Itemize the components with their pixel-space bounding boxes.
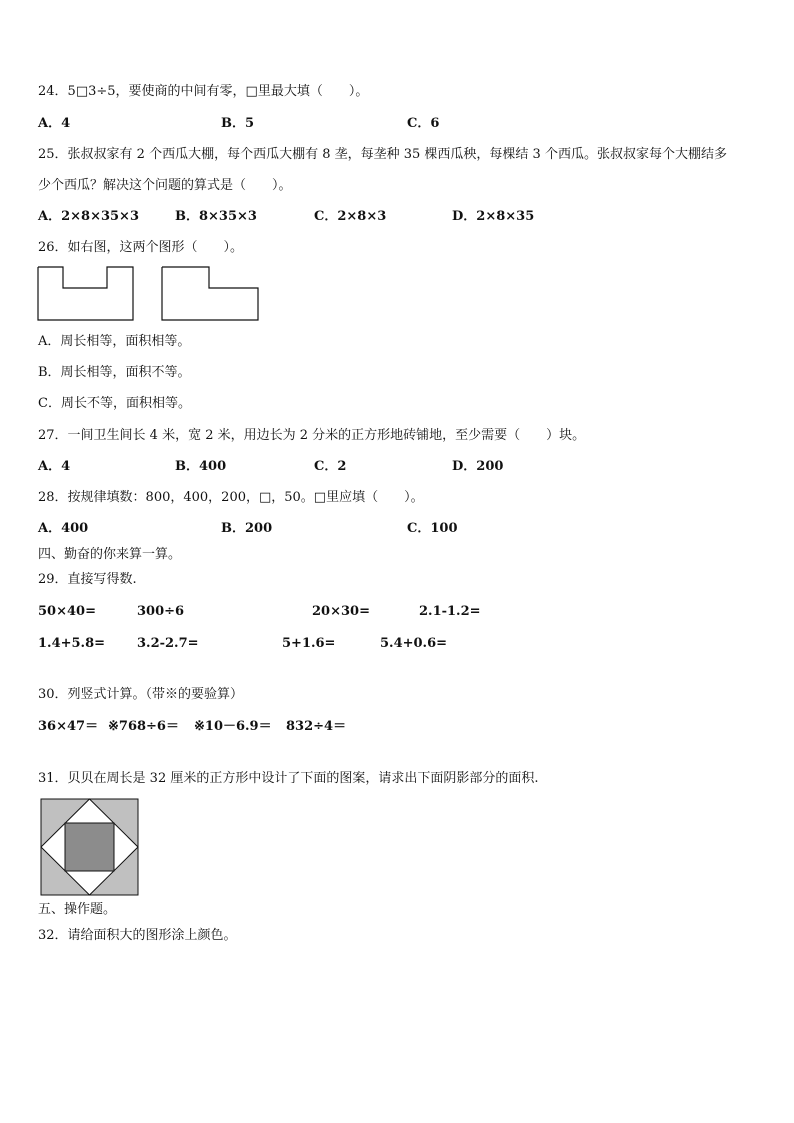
q29-item: 20×30= (312, 604, 370, 619)
q24-stem: 24．5□3÷5，要使商的中间有零，□里最大填（ ）。 (38, 84, 369, 99)
q27-option-d[interactable]: D．200 (452, 459, 504, 474)
q29-item: 3.2-2.7= (137, 636, 199, 651)
q29-item: 300÷6 (137, 604, 185, 619)
q29-item: 50×40= (38, 604, 96, 619)
q26-stem: 26．如右图，这两个图形（ ）。 (38, 240, 244, 255)
q27-option-a[interactable]: A．4 (38, 459, 71, 474)
q27-option-b[interactable]: B．400 (175, 459, 227, 474)
q26-option-b[interactable]: B．周长相等，面积不等。 (38, 365, 191, 380)
q25-stem-line1: 25．张叔叔家有 2 个西瓜大棚，每个西瓜大棚有 8 垄，每垄种 35 棵西瓜秧，每棵结 3 个西瓜。张叔叔家每个大棚结多 (38, 147, 727, 162)
q30-item: ※10－6.9＝ (194, 719, 272, 734)
q29-item: 5.4+0.6= (380, 636, 448, 651)
q29-item: 1.4+5.8= (38, 636, 106, 651)
q25-option-d[interactable]: D．2×8×35 (452, 209, 535, 224)
q29-item: 5+1.6= (282, 636, 336, 651)
q26-shape-right (162, 267, 258, 320)
q27-option-c[interactable]: C．2 (314, 459, 347, 474)
q28-option-b[interactable]: B．200 (221, 521, 273, 536)
section-5-heading: 五、操作题。 (38, 902, 117, 917)
q30-item: 36×47＝ (38, 719, 99, 734)
q26-shape-left (38, 267, 133, 320)
q24-option-c[interactable]: C．6 (407, 116, 440, 131)
q27-stem: 27．一间卫生间长 4 米，宽 2 米，用边长为 2 分米的正方形地砖铺地，至少需要（ ）块。 (38, 428, 586, 443)
q31-stem: 31．贝贝在周长是 32 厘米的正方形中设计了下面的图案，请求出下面阴影部分的面积. (38, 771, 539, 786)
q25-option-c[interactable]: C．2×8×3 (314, 209, 387, 224)
section-4-heading: 四、勤奋的你来算一算。 (38, 547, 182, 562)
q26-option-a[interactable]: A．周长相等，面积相等。 (38, 334, 191, 349)
q31-figure (40, 798, 140, 897)
q30-item: 832÷4＝ (286, 719, 347, 734)
q32-stem: 32．请给面积大的图形涂上颜色。 (38, 928, 237, 943)
q30-item: ※768÷6＝ (108, 719, 179, 734)
q26-option-c[interactable]: C．周长不等，面积相等。 (38, 396, 191, 411)
q25-stem-line2: 少个西瓜？解决这个问题的算式是（ ）。 (38, 178, 292, 193)
q28-option-a[interactable]: A．400 (38, 521, 89, 536)
q24-option-a[interactable]: A．4 (38, 116, 71, 131)
q30-stem: 30．列竖式计算。（带※的要验算） (38, 687, 244, 702)
q29-item: 2.1-1.2= (419, 604, 481, 619)
q25-option-b[interactable]: B．8×35×3 (175, 209, 257, 224)
q29-stem: 29．直接写得数. (38, 572, 137, 587)
q25-option-a[interactable]: A．2×8×35×3 (38, 209, 139, 224)
q28-option-c[interactable]: C．100 (407, 521, 458, 536)
q26-figures (37, 266, 262, 322)
q31-inner-square (65, 823, 114, 871)
q24-option-b[interactable]: B．5 (221, 116, 255, 131)
q28-stem: 28．按规律填数：800，400，200，□，50。□里应填（ ）。 (38, 490, 424, 505)
